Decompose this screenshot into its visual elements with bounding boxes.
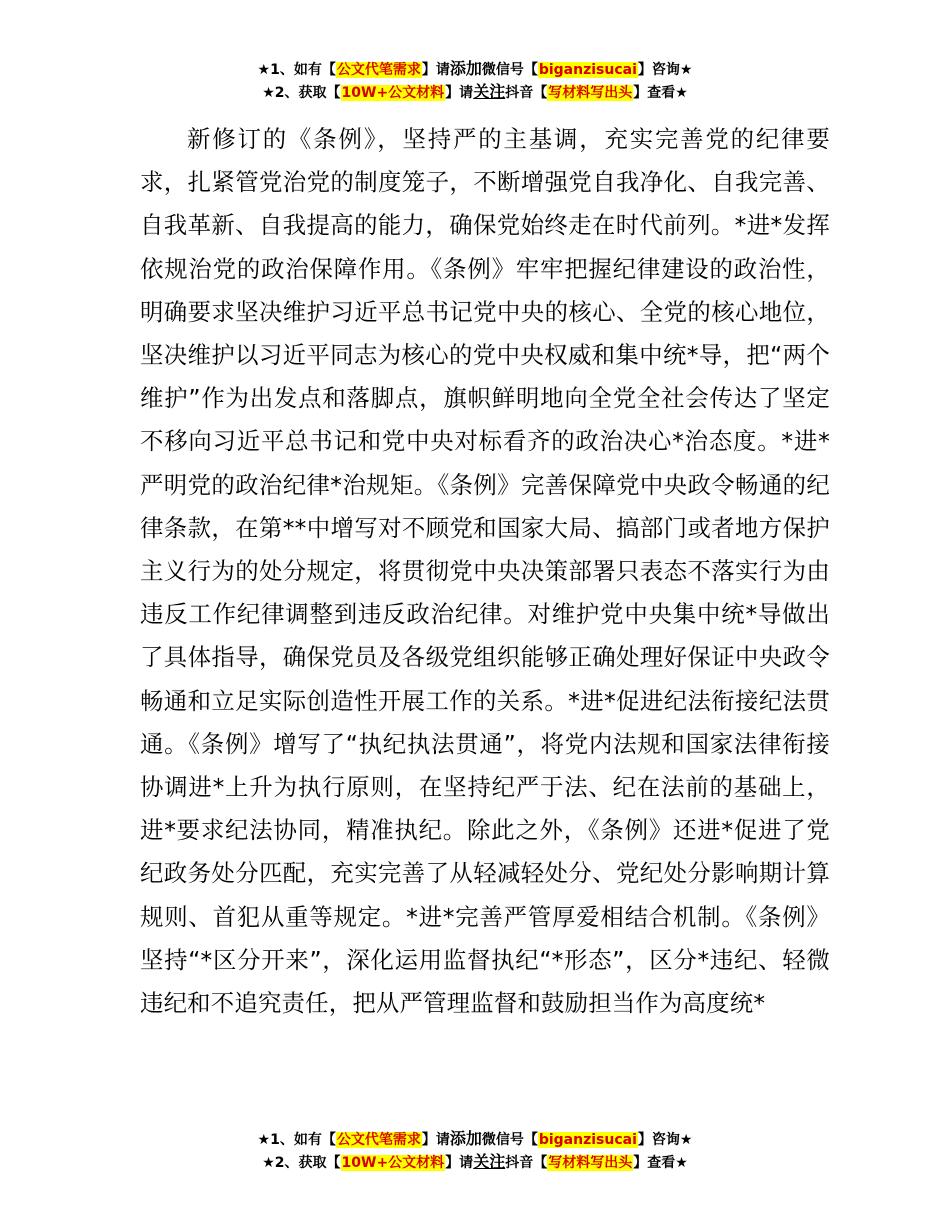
footer-highlight-douyin: 写材料写出头 <box>548 1155 633 1171</box>
header-line-2-mid: 】请 <box>445 85 474 101</box>
footer-line-1-mid2: 微信号【 <box>481 1132 538 1148</box>
footer-highlight-ghostwriting: 公文代笔需求 <box>336 1132 421 1148</box>
highlight-materials: 10W+公文材料 <box>341 85 445 101</box>
highlight-douyin: 写材料写出头 <box>548 85 633 101</box>
header-line-1-mid2: 微信号【 <box>481 62 538 78</box>
footer-line-2-mid: 】请 <box>445 1155 474 1171</box>
highlight-wechat-id: biganzisucai <box>538 62 637 78</box>
header-line-1-suffix: 】咨询★ <box>637 62 693 78</box>
header-banner <box>0 58 950 104</box>
header-line-2-prefix: ★2、获取【 <box>262 85 341 101</box>
header-line-1 <box>0 58 950 81</box>
footer-line-1 <box>0 1128 950 1151</box>
header-line-2 <box>0 81 950 104</box>
footer-line-2-suffix: 】查看★ <box>633 1155 688 1171</box>
footer-highlight-wechat-id: biganzisucai <box>538 1132 637 1148</box>
header-line-2-suffix: 】查看★ <box>633 85 688 101</box>
header-line-1-emph: 添加 <box>449 59 482 78</box>
header-line-1-mid: 】请 <box>421 62 450 78</box>
footer-line-1-emph: 添加 <box>449 1129 482 1148</box>
footer-line-1-mid: 】请 <box>421 1132 450 1148</box>
footer-line-1-prefix: ★1、如有【 <box>257 1132 336 1148</box>
document-paragraph: 新修订的《条例》，坚持严的主基调，充实完善党的纪律要求，扎紧管党治党的制度笼子，不断增强党自我净化、自我完善、自我革新、自我提高的能力，确保党始终走在时代前列。*进*发挥依规治党的政治保障作用。《条例》牢牢把握纪律建设的政治性，明确要求坚决维护习近平总书记党中央的核心、全党的核心地位，坚决维护以习近平同志为核心的党中央权威和集中统*导，把“两个维护”作为出发点和落脚点，旗帜鲜明地向全党全社会传达了坚定不移向习近平总书记和党中央对标看齐的政治决心*治态度。*进*严明党的政治纪律*治规矩。《条例》完善保障党中央政令畅通的纪律条款，在第**中增写对不顾党和国家大局、搞部门或者地方保护主义行为的处分规定，将贯彻党中央决策部署只表态不落实行为由违反工作纪律调整到违反政治纪律。对维护党中央集中统*导做出了具体指导，确保党员及各级党组织能够正确处理好保证中央政令畅通和立足实际创造性开展工作的关系。*进*促进纪法衔接纪法贯通。《条例》增写了“执纪执法贯通”，将党内法规和国家法律衔接协调进*上升为执行原则，在坚持纪严于法、纪在法前的基础上，进*要求纪法协同，精准执纪。除此之外，《条例》还进*促进了党纪政务处分匹配，充实完善了从轻减轻处分、党纪处分影响期计算规则、首犯从重等规定。*进*完善严管厚爱相结合机制。《条例》坚持“*区分开来”，深化运用监督执纪“*形态”，区分*违纪、轻微违纪和不追究责任，把从严管理监督和鼓励担当作为高度统* <box>140 125 830 1018</box>
footer-highlight-materials: 10W+公文材料 <box>341 1155 445 1171</box>
footer-line-1-suffix: 】咨询★ <box>637 1132 693 1148</box>
header-line-2-mid2: 抖音【 <box>505 85 548 101</box>
footer-line-2-mid2: 抖音【 <box>505 1155 548 1171</box>
header-line-1-prefix: ★1、如有【 <box>257 62 336 78</box>
highlight-ghostwriting: 公文代笔需求 <box>336 62 421 78</box>
footer-line-2-prefix: ★2、获取【 <box>262 1155 341 1171</box>
footer-line-2 <box>0 1151 950 1174</box>
header-line-2-emph: 关注 <box>473 82 506 101</box>
footer-line-2-emph: 关注 <box>473 1152 506 1171</box>
footer-banner <box>0 1128 950 1174</box>
